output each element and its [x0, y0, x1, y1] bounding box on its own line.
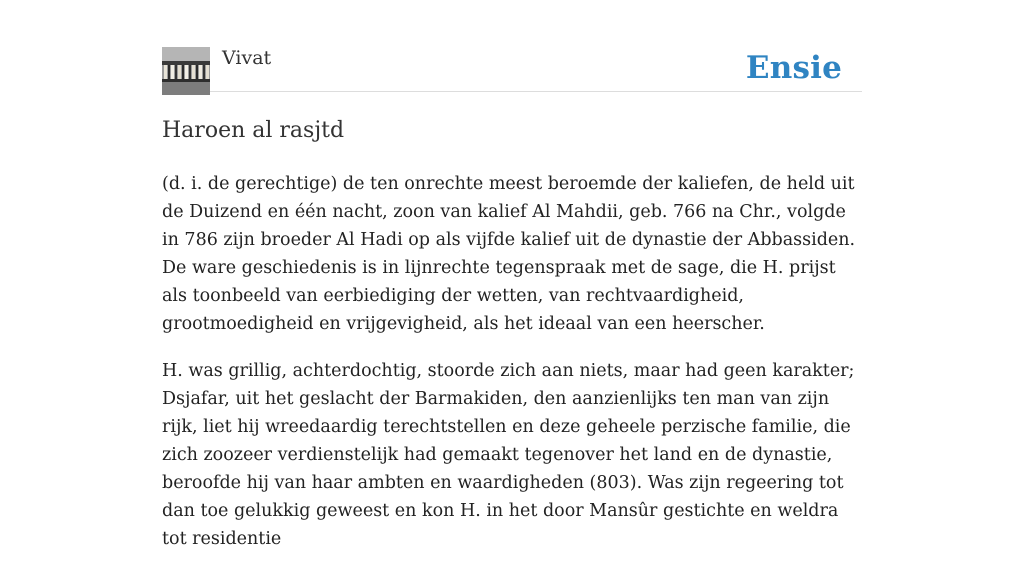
brand-logo[interactable]: Ensie [745, 50, 842, 86]
article-paragraph: H. was grillig, achterdochtig, stoorde zich aan niets, maar had geen karakter; Dsjafar, uit het geslacht der Barmakiden, den aanzienlijks ten man van zijn rijk, liet hij wreedaardig terechtstellen en deze geheele perzische familie, die zich zoozeer verdienstelijk had gemaakt tegenover het land en de dynastie, beroofde hij van haar ambten en waardigheden (803). Was zijn regeering tot dan toe gelukkig geweest en kon H. in het door Mansûr gestichte en weldra tot residentie [162, 361, 855, 549]
article-card [162, 44, 862, 572]
article-paragraph: (d. i. de gerechtige) de ten onrechte meest beroemde der kaliefen, de held uit de Duizend en één nacht, zoon van kalief Al Mahdii, geb. 766 na Chr., volgde in 786 zijn broeder Al Hadi op als vijfde kalief uit de dynastie der Abbassiden. De ware geschiedenis is in lijnrechte tegenspraak met de sage, die H. prijst als toonbeeld van eerbiediging der wetten, van rechtvaardigheid, grootmoedigheid en vrijgevigheid, als het ideaal van een heerscher. [162, 174, 856, 334]
bookshelf-avatar-icon [162, 47, 210, 95]
article-body [162, 170, 862, 553]
author-avatar[interactable] [162, 47, 210, 95]
article-title: Haroen al rasjtd [162, 118, 345, 143]
author-name[interactable]: Vivat [222, 47, 272, 69]
article-header [162, 44, 862, 92]
